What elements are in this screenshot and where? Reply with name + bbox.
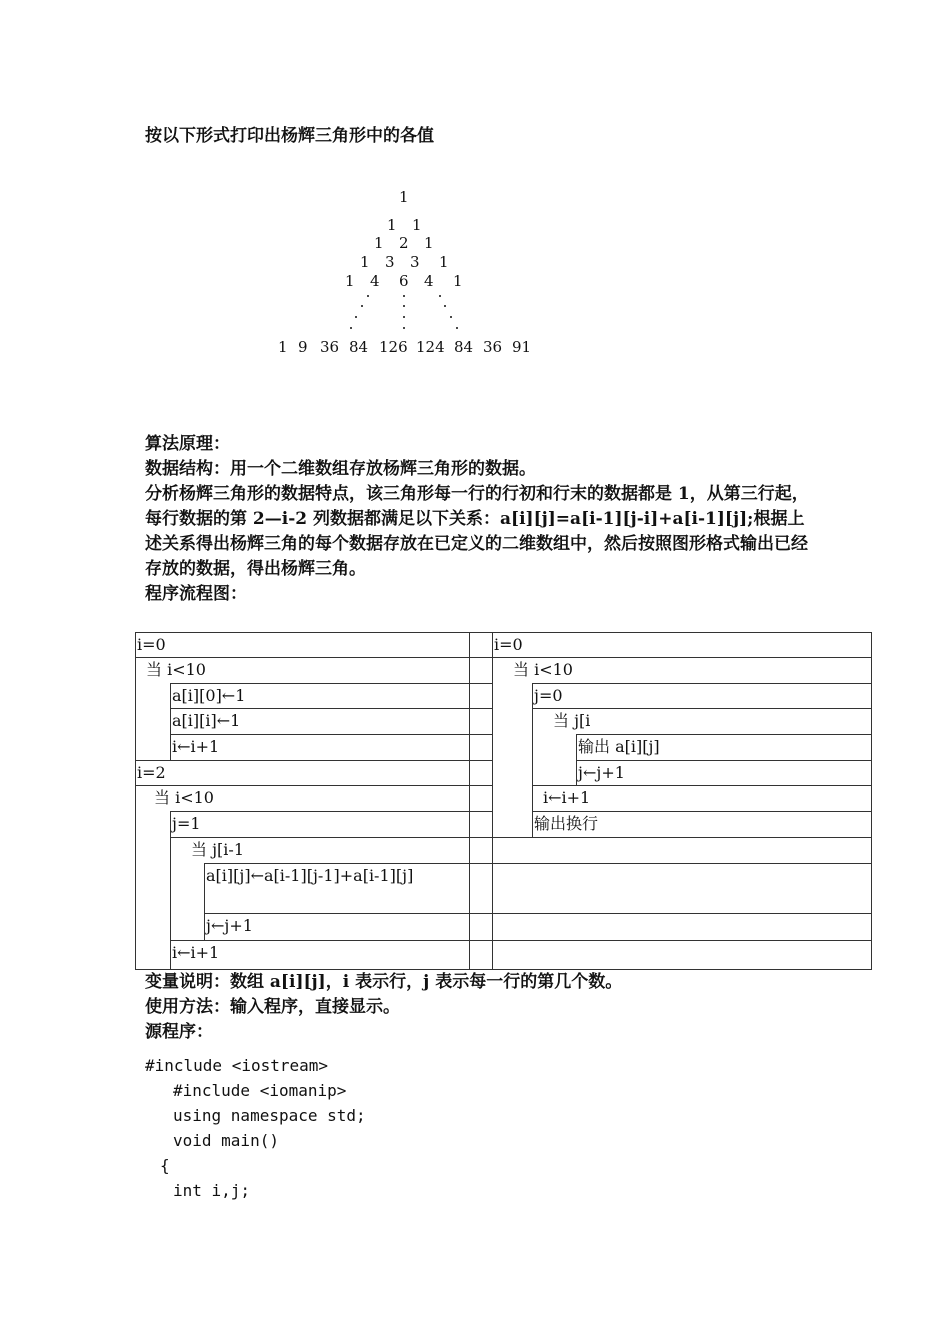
code-line: #include <iostream> xyxy=(145,1056,329,1075)
triangle-number: 91 xyxy=(512,338,532,356)
flow-separator-line xyxy=(469,657,493,658)
source-heading: 源程序： xyxy=(145,1022,213,1042)
code-line: int i,j; xyxy=(173,1181,251,1200)
principle-heading: 算法原理： xyxy=(145,434,230,454)
flow-right-loop-label: 当 i<10 xyxy=(513,660,573,679)
ellipsis-dot xyxy=(403,327,405,329)
ellipsis-dot xyxy=(403,316,405,318)
triangle-number: 9 xyxy=(298,338,308,356)
ellipsis-dot xyxy=(403,305,405,307)
flow-right-cell: 输出 a[i][j] xyxy=(576,734,872,761)
ellipsis-dot xyxy=(355,316,357,318)
triangle-number: 1 xyxy=(360,253,370,271)
variables-separator: ， xyxy=(325,972,343,992)
flow-left-inner-loop-label: 当 j[i-1 xyxy=(191,840,244,859)
flow-separator-line xyxy=(469,708,493,709)
variables-i: i xyxy=(342,972,350,992)
ellipsis-dot xyxy=(456,327,458,329)
code-line: { xyxy=(160,1156,170,1175)
triangle-number: 4 xyxy=(370,272,380,290)
flow-right-empty xyxy=(492,863,872,914)
triangle-number: 1 xyxy=(399,188,409,206)
triangle-number: 1 xyxy=(412,216,422,234)
flow-left-cell: i=2 xyxy=(135,760,470,786)
flow-separator-line xyxy=(469,837,493,838)
page-title: 按以下形式打印出杨辉三角形中的各值 xyxy=(145,126,434,146)
triangle-number: 1 xyxy=(453,272,463,290)
flow-right-empty xyxy=(492,837,872,864)
ellipsis-dot xyxy=(450,316,452,318)
flow-separator-line xyxy=(469,760,493,761)
triangle-number: 4 xyxy=(424,272,434,290)
ellipsis-dot xyxy=(367,295,369,297)
analysis-paragraph: 分析杨辉三角形的数据特点，该三角形每一行的行初和行末的数据都是 1，从第三行起，每行数据的第 2—i-2 列数据都满足以下关系：a[i][j]=a[i-1][j-i]+a[i-1][j];根据上述关系得出杨辉三角的每个数据存放在已定义的二维数组中，然后按照图形格式输出已经存放的数据，得出杨辉三角。 xyxy=(145,484,809,579)
triangle-number: 3 xyxy=(410,253,420,271)
flow-separator-line xyxy=(469,683,493,684)
variables-note xyxy=(145,970,622,995)
ellipsis-dot xyxy=(361,305,363,307)
triangle-number: 84 xyxy=(454,338,474,356)
variables-i-desc: 表示行， xyxy=(349,972,424,992)
flow-left-loop-label: 当 i<10 xyxy=(146,660,206,679)
flow-right-cell: i←i+1 xyxy=(532,785,872,812)
triangle-number: 126 xyxy=(379,338,408,356)
flow-separator-line xyxy=(469,811,493,812)
flow-left-cell: a[i][j]←a[i-1][j-1]+a[i-1][j] xyxy=(204,863,470,914)
flow-left-cell: j←j+1 xyxy=(204,913,470,941)
flow-left-cell: i←i+1 xyxy=(170,734,470,761)
triangle-number: 6 xyxy=(399,272,409,290)
flow-right-cell: j=0 xyxy=(532,683,872,709)
flow-separator-line xyxy=(469,863,493,864)
flowchart-heading: 程序流程图： xyxy=(145,584,247,604)
ellipsis-dot xyxy=(439,295,441,297)
code-line: #include <iomanip> xyxy=(173,1081,347,1100)
flow-right-inner-loop-label: 当 j[i xyxy=(553,711,591,730)
triangle-number: 1 xyxy=(345,272,355,290)
triangle-number: 124 xyxy=(416,338,445,356)
flow-separator-line xyxy=(469,734,493,735)
usage-note: 使用方法：输入程序，直接显示。 xyxy=(145,997,400,1017)
ellipsis-dot xyxy=(444,305,446,307)
triangle-number: 1 xyxy=(387,216,397,234)
triangle-number: 36 xyxy=(320,338,340,356)
flow-right-cell: j←j+1 xyxy=(576,760,872,786)
triangle-number: 1 xyxy=(439,253,449,271)
flow-left-loop-label: 当 i<10 xyxy=(154,788,214,807)
triangle-number: 1 xyxy=(278,338,288,356)
variables-array: a[i][j] xyxy=(269,972,326,992)
flow-left-cell: i←i+1 xyxy=(170,940,470,970)
flow-right-cell: i=0 xyxy=(492,632,872,658)
data-structure-text: 数据结构：用一个二维数组存放杨辉三角形的数据。 xyxy=(145,459,536,479)
flow-separator-line xyxy=(469,940,493,941)
flow-left-cell: a[i][i]←1 xyxy=(170,708,470,735)
flow-right-empty xyxy=(492,940,872,970)
variables-prefix: 变量说明：数组 xyxy=(145,972,270,992)
triangle-number: 3 xyxy=(385,253,395,271)
variables-j-desc: 表示每一行的第几个数。 xyxy=(429,972,623,992)
triangle-number: 36 xyxy=(483,338,503,356)
triangle-number: 2 xyxy=(399,234,409,252)
flow-right-cell: 输出换行 xyxy=(532,811,872,838)
triangle-number: 1 xyxy=(374,234,384,252)
code-line: void main() xyxy=(173,1131,279,1150)
flow-separator-line xyxy=(469,785,493,786)
code-line: using namespace std; xyxy=(173,1106,366,1125)
ellipsis-dot xyxy=(350,327,352,329)
triangle-number: 84 xyxy=(349,338,369,356)
variables-j: j xyxy=(423,972,430,992)
flow-left-cell: j=1 xyxy=(170,811,470,838)
flow-left-cell: i=0 xyxy=(135,632,470,658)
triangle-number: 1 xyxy=(424,234,434,252)
flow-separator-line xyxy=(469,913,493,914)
ellipsis-dot xyxy=(403,295,405,297)
flow-right-empty xyxy=(492,913,872,941)
flow-left-cell: a[i][0]←1 xyxy=(170,683,470,709)
